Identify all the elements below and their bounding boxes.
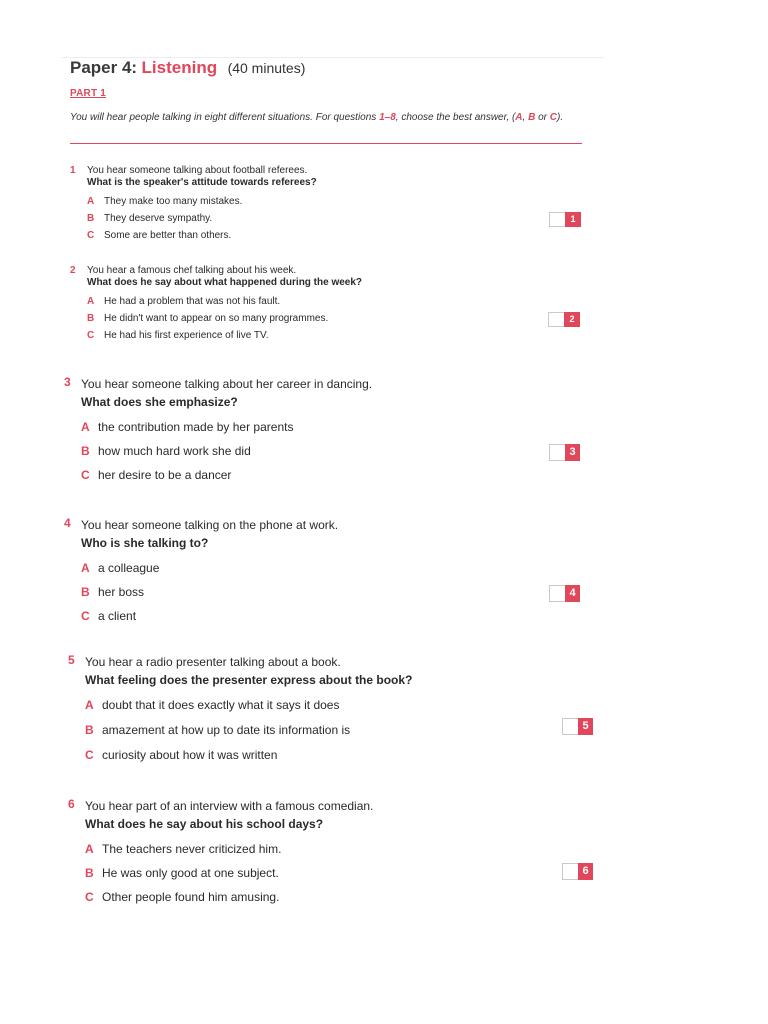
- instructions-option-b: B: [528, 112, 536, 123]
- answer-box-number: 3: [565, 444, 580, 461]
- question-stem: [85, 797, 373, 833]
- question-stem: [81, 375, 372, 411]
- option-text: He didn't want to appear on so many programmes.: [104, 313, 329, 324]
- answer-box[interactable]: [549, 444, 580, 461]
- option-text: They make too many mistakes.: [104, 196, 243, 207]
- option-b[interactable]: [81, 585, 144, 599]
- option-text: her desire to be a dancer: [98, 468, 232, 482]
- option-letter: C: [85, 748, 94, 762]
- question-number: 2: [70, 265, 76, 276]
- question-prompt: What does she emphasize?: [81, 395, 238, 409]
- answer-box[interactable]: [549, 212, 581, 227]
- option-c[interactable]: [87, 330, 269, 341]
- option-text: He had a problem that was not his fault.: [104, 296, 281, 307]
- answer-box-number: 5: [578, 718, 593, 735]
- instructions-option-a: A: [515, 112, 523, 123]
- option-letter: B: [87, 213, 95, 224]
- option-text: curiosity about how it was written: [102, 748, 278, 762]
- option-letter: A: [85, 842, 94, 856]
- question-stem: [81, 516, 338, 552]
- instructions-range: 1–8: [379, 112, 396, 123]
- question-stem: [85, 653, 412, 689]
- option-c[interactable]: [81, 468, 231, 482]
- option-a[interactable]: [87, 296, 280, 307]
- option-text: her boss: [98, 585, 145, 599]
- option-b[interactable]: [87, 213, 212, 224]
- header-divider: [70, 143, 582, 144]
- answer-box[interactable]: [549, 585, 580, 602]
- option-b[interactable]: [81, 444, 251, 458]
- question-number: 3: [64, 375, 71, 389]
- option-letter: B: [81, 585, 90, 599]
- option-letter: A: [87, 196, 95, 207]
- question-number: 6: [68, 797, 75, 811]
- option-letter: C: [85, 890, 94, 904]
- question-context: You hear someone talking about football referees.: [87, 165, 308, 176]
- duration-label: (40 minutes): [227, 60, 306, 76]
- answer-box-number: 4: [565, 585, 580, 602]
- option-letter: B: [87, 313, 95, 324]
- question-context: You hear a famous chef talking about his week.: [87, 265, 297, 276]
- option-letter: C: [87, 330, 95, 341]
- instructions-text: You will hear people talking in eight different situations. For questions: [70, 112, 380, 123]
- paper-label: Paper 4:: [70, 58, 138, 77]
- question-context: You hear someone talking on the phone at work.: [81, 518, 339, 532]
- question-context: You hear part of an interview with a famous comedian.: [85, 799, 374, 813]
- option-letter: A: [81, 420, 90, 434]
- question-prompt: Who is she talking to?: [81, 536, 209, 550]
- option-letter: A: [85, 698, 94, 712]
- question-number: 1: [70, 165, 76, 176]
- section-title: Listening: [141, 58, 218, 77]
- option-c[interactable]: [85, 748, 277, 762]
- option-text: amazement at how up to date its information is: [102, 723, 351, 737]
- question-prompt: What does he say about what happened during the week?: [87, 277, 363, 288]
- part-heading: PART 1: [70, 88, 107, 99]
- option-a[interactable]: [85, 698, 339, 712]
- option-text: how much hard work she did: [98, 444, 251, 458]
- option-b[interactable]: [85, 723, 350, 737]
- option-letter: B: [85, 866, 94, 880]
- option-letter: B: [81, 444, 90, 458]
- question-prompt: What is the speaker's attitude towards referees?: [87, 177, 317, 188]
- answer-box[interactable]: [548, 312, 580, 327]
- page-header: [70, 58, 305, 78]
- option-a[interactable]: [81, 561, 159, 575]
- question-stem: [87, 165, 317, 189]
- instructions-option-c: C: [549, 112, 557, 123]
- option-text: a colleague: [98, 561, 160, 575]
- option-letter: C: [81, 468, 90, 482]
- answer-box[interactable]: [562, 863, 593, 880]
- option-text: He had his first experience of live TV.: [104, 330, 269, 341]
- option-c[interactable]: [87, 230, 231, 241]
- option-letter: C: [87, 230, 95, 241]
- answer-box-number: 6: [578, 863, 593, 880]
- option-letter: C: [81, 609, 90, 623]
- question-number: 4: [64, 516, 71, 530]
- question-context: You hear a radio presenter talking about a book.: [85, 655, 341, 669]
- option-a[interactable]: [85, 842, 281, 856]
- option-text: The teachers never criticized him.: [102, 842, 282, 856]
- option-letter: A: [87, 296, 95, 307]
- question-prompt: What does he say about his school days?: [85, 817, 324, 831]
- option-text: a client: [98, 609, 137, 623]
- option-a[interactable]: [87, 196, 242, 207]
- instructions-text: or: [535, 112, 550, 123]
- option-c[interactable]: [81, 609, 136, 623]
- question-prompt: What feeling does the presenter express about the book?: [85, 673, 413, 687]
- instructions-text: ).: [557, 112, 564, 123]
- option-c[interactable]: [85, 890, 279, 904]
- option-letter: B: [85, 723, 94, 737]
- option-text: Other people found him amusing.: [102, 890, 280, 904]
- question-context: You hear someone talking about her career in dancing.: [81, 377, 373, 391]
- option-letter: A: [81, 561, 90, 575]
- option-text: doubt that it does exactly what it says it does: [102, 698, 340, 712]
- option-text: Some are better than others.: [104, 230, 232, 241]
- answer-box[interactable]: [562, 718, 593, 735]
- answer-box-number: 2: [564, 312, 580, 327]
- option-text: the contribution made by her parents: [98, 420, 294, 434]
- option-a[interactable]: [81, 420, 293, 434]
- instructions: [70, 111, 580, 124]
- instructions-text: ,: [522, 112, 529, 123]
- answer-box-number: 1: [565, 212, 581, 227]
- option-b[interactable]: [87, 313, 328, 324]
- option-b[interactable]: [85, 866, 279, 880]
- question-number: 5: [68, 653, 75, 667]
- instructions-text: , choose the best answer, (: [395, 112, 516, 123]
- question-stem: [87, 265, 362, 289]
- option-text: He was only good at one subject.: [102, 866, 279, 880]
- option-text: They deserve sympathy.: [104, 213, 213, 224]
